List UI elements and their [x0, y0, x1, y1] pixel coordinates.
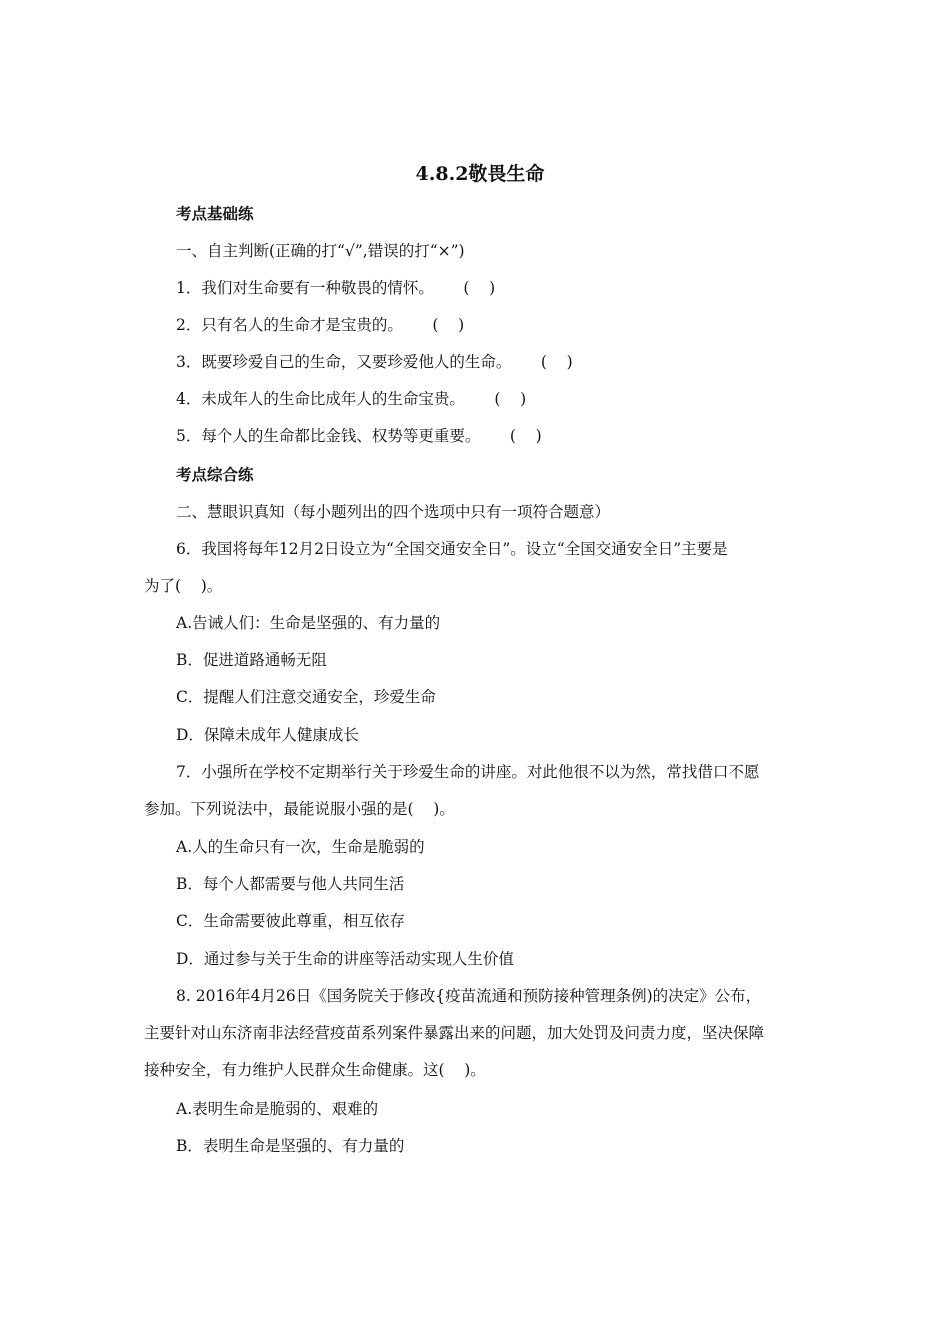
- judgment-item-5: 5．每个人的生命都比金钱、权势等更重要。 ( ): [176, 427, 542, 445]
- section-heading-basic: 考点基础练: [176, 204, 254, 223]
- part1-instruction: 一、自主判断(正确的打“√”,错误的打“×”): [176, 242, 465, 260]
- question-6-option-a: A.告诫人们：生命是坚强的、有力量的: [176, 614, 441, 632]
- question-6-stem: 6．我国将每年12月2日设立为“全国交通安全日”。设立“全国交通安全日”主要是: [176, 540, 728, 558]
- question-7-stem: 7．小强所在学校不定期举行关于珍爱生命的讲座。对此他很不以为然，常找借口不愿: [176, 763, 760, 781]
- question-7-option-a: A.人的生命只有一次，生命是脆弱的: [176, 838, 425, 856]
- part2-instruction: 二、慧眼识真知（每小题列出的四个选项中只有一项符合题意）: [176, 503, 611, 521]
- page-title: 4.8.2敬畏生命: [415, 163, 545, 185]
- question-8-stem: 8. 2016年4月26日《国务院关于修改{疫苗流通和预防接种管理条例)的决定》公布，: [176, 987, 762, 1005]
- question-6-option-c: C．提醒人们注意交通安全，珍爱生命: [176, 688, 436, 706]
- question-8-option-a: A.表明生命是脆弱的、艰难的: [176, 1100, 379, 1118]
- question-8-stem-continued-1: 主要针对山东济南非法经营疫苗系列案件暴露出来的问题，加大处罚及问责力度，坚决保障: [144, 1024, 765, 1042]
- question-8-stem-continued-2: 接种安全，有力维护人民群众生命健康。这( )。: [144, 1061, 486, 1079]
- section-heading-comprehensive: 考点综合练: [176, 465, 254, 484]
- question-8-option-b: B．表明生命是坚强的、有力量的: [176, 1137, 405, 1155]
- judgment-item-1: 1．我们对生命要有一种敬畏的情怀。 ( ): [176, 279, 496, 297]
- question-6-option-b: B．促进道路通畅无阻: [176, 651, 327, 669]
- question-7-option-b: B．每个人都需要与他人共同生活: [176, 875, 405, 893]
- judgment-item-4: 4．未成年人的生命比成年人的生命宝贵。 ( ): [176, 390, 527, 408]
- judgment-item-2: 2．只有名人的生命才是宝贵的。 ( ): [176, 316, 465, 334]
- question-7-option-c: C．生命需要彼此尊重，相互依存: [176, 912, 405, 930]
- question-7-option-d: D．通过参与关于生命的讲座等活动实现人生价值: [176, 950, 514, 968]
- question-6-stem-continued: 为了( )。: [144, 577, 223, 595]
- judgment-item-3: 3．既要珍爱自己的生命，又要珍爱他人的生命。 ( ): [176, 353, 573, 371]
- question-6-option-d: D．保障未成年人健康成长: [176, 726, 359, 744]
- question-7-stem-continued: 参加。下列说法中，最能说服小强的是( )。: [144, 800, 455, 818]
